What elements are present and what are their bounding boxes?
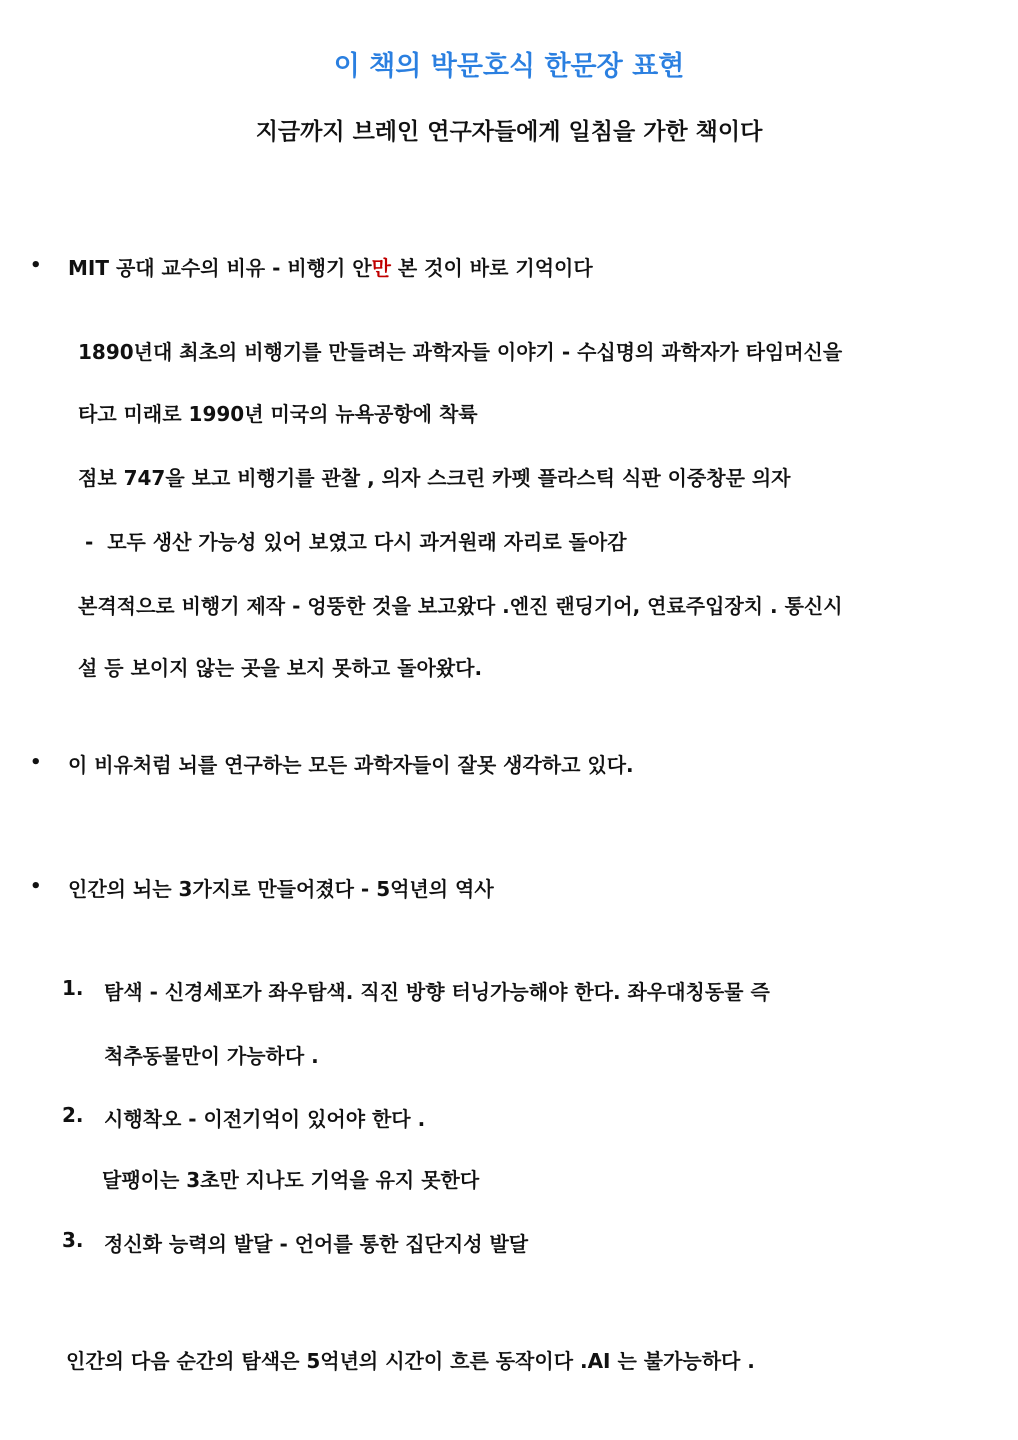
list-item-1: 탐색 - 신경세포가 좌우탐색. 직진 방향 터닝가능해야 한다. 좌우대칭동물 즉 [104,980,770,1004]
bullet-3: 인간의 뇌는 3가지로 만들어졌다 - 5억년의 역사 [68,877,494,901]
list-number-3: 3. [62,1228,84,1252]
story-line: 1890년대 최초의 비행기를 만들려는 과학자들 이야기 - 수십명의 과학자가 타임머신을 [78,340,843,364]
list-item-3: 정신화 능력의 발달 - 언어를 통한 집단지성 발달 [104,1232,529,1256]
story-line: - 모두 생산 가능성 있어 보였고 다시 과거원래 자리로 돌아감 [78,530,627,554]
bullet-1-text: MIT 공대 교수의 비유 - 비행기 안 [68,256,372,280]
bullet-1 [68,252,593,281]
bullet-dot-1: • [30,255,42,276]
list-item-1-continued: 척추동물만이 가능하다 . [104,1044,319,1068]
page-title: 이 책의 박문호식 한문장 표현 [333,51,685,82]
bullet-dot-2: • [30,752,42,773]
story-line: 본격적으로 비행기 제작 - 엉뚱한 것을 보고왔다 .엔진 랜딩기어, 연료주입장치 . 통신시 [78,594,843,618]
bullet-2: 이 비유처럼 뇌를 연구하는 모든 과학자들이 잘못 생각하고 있다. [68,753,634,777]
story-line: 점보 747을 보고 비행기를 관찰 , 의자 스크린 카펫 플라스틱 식판 이중창문 의자 [78,466,791,490]
story-line: 타고 미래로 1990년 미국의 뉴욕공항에 착륙 [78,402,478,426]
list-number-1: 1. [62,976,84,1000]
bullet-1-text-end: 본 것이 바로 기억이다 [390,256,593,280]
list-number-2: 2. [62,1103,84,1127]
bullet-dot-3: • [30,876,42,897]
bullet-1-highlight: 만 [371,256,391,280]
page-subtitle: 지금까지 브레인 연구자들에게 일침을 가한 책이다 [255,119,763,145]
story-line: 설 등 보이지 않는 곳을 보지 못하고 돌아왔다. [78,656,483,680]
list-item-2: 시행착오 - 이전기억이 있어야 한다 . [104,1107,426,1131]
closing-statement: 인간의 다음 순간의 탐색은 5억년의 시간이 흐른 동작이다 .AI 는 불가능하다 . [66,1349,755,1373]
list-item-2-continued: 달팽이는 3초만 지나도 기억을 유지 못한다 [102,1168,480,1192]
